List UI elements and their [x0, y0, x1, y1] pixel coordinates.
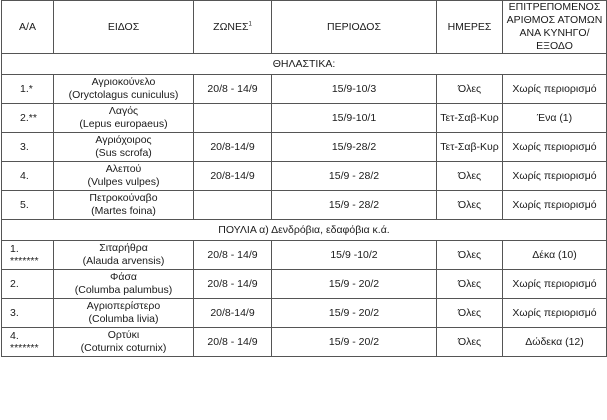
row-aa: 3.	[2, 133, 54, 162]
row-zones	[194, 104, 272, 133]
row-period: 15/9-10/1	[272, 104, 437, 133]
table-row	[2, 328, 607, 357]
row-aa	[2, 328, 54, 357]
row-limit: Ένα (1)	[503, 104, 607, 133]
row-zones: 20/8-14/9	[194, 133, 272, 162]
row-days: Όλες	[437, 241, 503, 270]
species-latin: (Martes foina)	[91, 205, 156, 217]
row-aa-stars: *******	[10, 255, 39, 267]
row-period: 15/9 - 20/2	[272, 328, 437, 357]
species-name: Ορτύκι	[107, 329, 140, 341]
row-aa-number: 3.	[10, 307, 19, 319]
species-latin: (Alauda arvensis)	[82, 255, 165, 267]
row-zones: 20/8-14/9	[194, 162, 272, 191]
species-latin: (Sus scrofa)	[95, 147, 152, 159]
species-name: Πετροκούναβο	[89, 192, 158, 204]
row-days: Τετ-Σαβ-Κυρ	[437, 104, 503, 133]
row-days: Τετ-Σαβ-Κυρ	[437, 133, 503, 162]
header-zones-label: ΖΩΝΕΣ	[213, 20, 249, 33]
table-row	[2, 75, 607, 104]
header-zones-footnote: 1	[248, 21, 252, 27]
table-row	[2, 162, 607, 191]
row-period: 15/9 - 28/2	[272, 162, 437, 191]
header-aa: Α/Α	[2, 1, 54, 54]
row-zones: 20/8 - 14/9	[194, 328, 272, 357]
species-name: Αγριοκούνελο	[91, 76, 156, 88]
row-period: 15/9 -10/2	[272, 241, 437, 270]
row-days: Όλες	[437, 270, 503, 299]
row-limit: Χωρίς περιορισμό	[503, 75, 607, 104]
section-row-mammals	[2, 54, 607, 75]
header-zones	[194, 1, 272, 54]
row-species	[54, 299, 194, 328]
hunting-table	[1, 0, 607, 357]
row-aa: 2.**	[2, 104, 54, 133]
row-limit: Χωρίς περιορισμό	[503, 270, 607, 299]
row-zones: 20/8-14/9	[194, 299, 272, 328]
row-aa-number: 2.	[10, 278, 19, 290]
row-period: 15/9-28/2	[272, 133, 437, 162]
row-limit: Δώδεκα (12)	[503, 328, 607, 357]
header-period: ΠΕΡΙΟΔΟΣ	[272, 1, 437, 54]
row-days: Όλες	[437, 191, 503, 220]
row-aa: 5.	[2, 191, 54, 220]
section-row-birds	[2, 220, 607, 241]
row-species	[54, 104, 194, 133]
header-limit-line1: ΕΠΙΤΡΕΠΟΜΕΝΟΣ	[508, 1, 601, 13]
species-latin: (Lepus europaeus)	[79, 118, 168, 130]
row-aa	[2, 270, 54, 299]
row-limit: Δέκα (10)	[503, 241, 607, 270]
section-title-birds: ΠΟΥΛΙΑ α) Δενδρόβια, εδαφόβια κ.ά.	[2, 220, 607, 241]
row-days: Όλες	[437, 299, 503, 328]
row-aa	[2, 241, 54, 270]
row-zones: 20/8 - 14/9	[194, 270, 272, 299]
row-species	[54, 241, 194, 270]
row-aa: 4.	[2, 162, 54, 191]
header-limit-line2: ΑΡΙΘΜΟΣ ΑΤΟΜΩΝ	[506, 14, 603, 26]
header-limit	[503, 1, 607, 54]
species-name: Λαγός	[108, 105, 139, 117]
row-limit: Χωρίς περιορισμό	[503, 191, 607, 220]
header-species: ΕΙΔΟΣ	[54, 1, 194, 54]
row-aa-number: 1.	[10, 243, 19, 255]
row-limit: Χωρίς περιορισμό	[503, 299, 607, 328]
species-latin: (Oryctolagus cuniculus)	[68, 89, 179, 101]
row-limit: Χωρίς περιορισμό	[503, 162, 607, 191]
row-species	[54, 133, 194, 162]
species-latin: (Columba palumbus)	[74, 284, 173, 296]
species-latin: (Coturnix coturnix)	[80, 342, 167, 354]
row-species	[54, 270, 194, 299]
row-zones: 20/8 - 14/9	[194, 241, 272, 270]
row-period: 15/9-10/3	[272, 75, 437, 104]
table-row	[2, 133, 607, 162]
section-title-mammals: ΘΗΛΑΣΤΙΚΑ:	[2, 54, 607, 75]
row-period: 15/9 - 20/2	[272, 270, 437, 299]
row-aa-number: 4.	[10, 330, 19, 342]
species-name: Φάσα	[110, 271, 137, 283]
row-aa	[2, 299, 54, 328]
table-row	[2, 241, 607, 270]
row-zones	[194, 191, 272, 220]
header-row	[2, 1, 607, 54]
row-limit: Χωρίς περιορισμό	[503, 133, 607, 162]
table-row	[2, 104, 607, 133]
species-latin: (Vulpes vulpes)	[87, 176, 160, 188]
row-days: Όλες	[437, 75, 503, 104]
row-species	[54, 75, 194, 104]
row-species	[54, 162, 194, 191]
header-limit-line3: ΑΝΑ ΚΥΝΗΓΟ/ΕΞΟΔΟ	[519, 27, 590, 52]
species-name: Αγριόχοιρος	[95, 134, 152, 146]
row-species	[54, 328, 194, 357]
row-period: 15/9 - 28/2	[272, 191, 437, 220]
species-name: Αλεπού	[105, 163, 142, 175]
row-aa-stars: *******	[10, 342, 39, 354]
species-name: Αγριοπερίστερο	[86, 300, 161, 312]
row-aa: 1.*	[2, 75, 54, 104]
row-period: 15/9 - 20/2	[272, 299, 437, 328]
row-days: Όλες	[437, 162, 503, 191]
table-row	[2, 299, 607, 328]
row-days: Όλες	[437, 328, 503, 357]
species-latin: (Columba livia)	[88, 313, 159, 325]
table-row	[2, 270, 607, 299]
row-species	[54, 191, 194, 220]
row-zones: 20/8 - 14/9	[194, 75, 272, 104]
species-name: Σιταρήθρα	[99, 242, 148, 254]
header-days: ΗΜΕΡΕΣ	[437, 1, 503, 54]
table-row	[2, 191, 607, 220]
